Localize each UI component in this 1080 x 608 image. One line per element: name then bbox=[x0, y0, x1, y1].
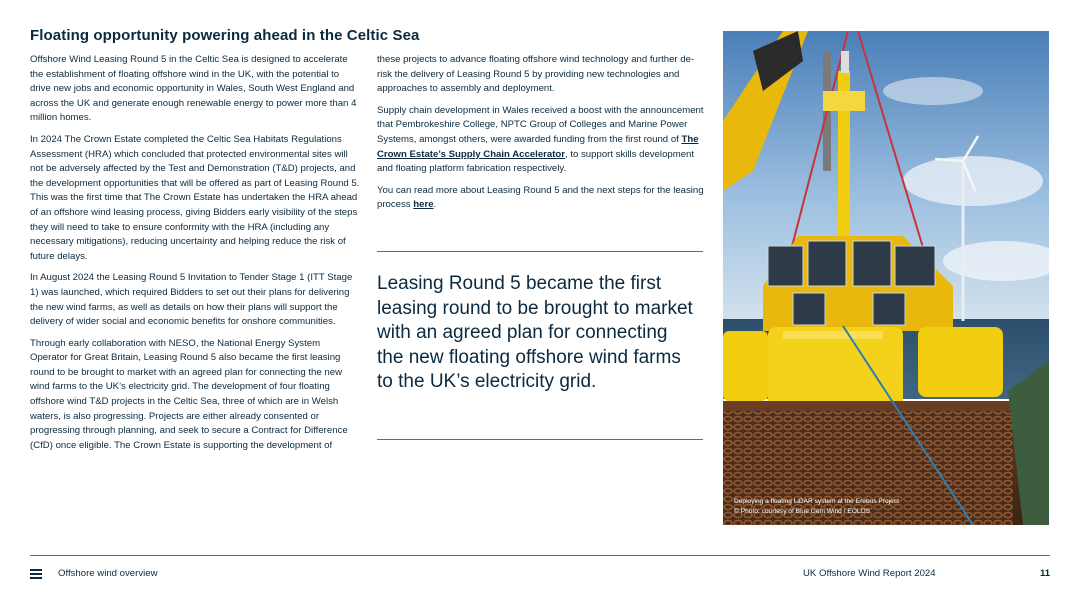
hamburger-menu-icon[interactable] bbox=[30, 569, 42, 579]
supply-chain-accelerator-link[interactable]: The Crown Estate’s Supply Chain Accelerator bbox=[377, 133, 699, 160]
paragraph: In August 2024 the Leasing Round 5 Invitation to Tender Stage 1 (ITT Stage 1) was launched, which required Bidders to set out their plans for delivering the new wind farms, as well as details on how their plans will support the delivery of wider social and economic benefits for onshore communities. bbox=[30, 272, 353, 328]
page-title: Floating opportunity powering ahead in the Celtic Sea bbox=[30, 27, 420, 44]
pull-quote: Leasing Round 5 became the first leasing round to be brought to market with an agreed plan for connecting the new floating offshore wind farms to the UK’s electricity grid. bbox=[377, 273, 693, 393]
paragraph-text: Supply chain development in Wales received a boost with the announcement that Pembrokeshire College, NPTC Group of Colleges and Marine Power Systems, amongst others, were awarded funding from the first round of bbox=[377, 104, 704, 145]
paragraph: Through early collaboration with NESO, the National Energy System Operator for Great Britain, Leasing Round 5 also became the first leasing round to be brought to market with an agreed plan for connecting the new wind farms to the UK’s electricity grid. The development of four floating offshore wind T&D projects in the Celtic Sea, three of which are in Welsh waters, is also progressing. Projects are either already consented or progressing through planning, and seek to secure a Contract for Difference (CfD) once eligible. The Crown Estate is supporting the development of bbox=[30, 337, 348, 451]
photo-illustration bbox=[723, 31, 1049, 525]
paragraph-text: You can read more about Leasing Round 5 and the next steps for the leasing process bbox=[377, 184, 704, 211]
paragraph: these projects to advance floating offshore wind technology and further de-risk the delivery of Leasing Round 5 by providing new technologies and approaches to assembly and deployment. bbox=[377, 54, 695, 95]
footer-section-link[interactable]: Offshore wind overview bbox=[58, 568, 158, 579]
pull-quote-top-rule bbox=[377, 251, 703, 252]
page-number: 11 bbox=[1040, 568, 1051, 579]
paragraph bbox=[377, 184, 707, 213]
footer-report-title: UK Offshore Wind Report 2024 bbox=[803, 568, 936, 579]
here-link[interactable]: here bbox=[413, 199, 434, 211]
lidar-buoy-photo bbox=[723, 31, 1049, 525]
paragraph-text: , to support skills development and floating platform fabrication respectively. bbox=[377, 148, 695, 175]
caption-credit: © Photo: courtesy of Blue Gem Wind / EOLOS bbox=[734, 508, 871, 515]
caption-line: Deploying a floating LiDAR system at the Erebus Project bbox=[734, 498, 899, 505]
pull-quote-bottom-rule bbox=[377, 439, 703, 440]
photo-caption bbox=[734, 497, 899, 517]
footer-divider bbox=[30, 555, 1050, 556]
paragraph bbox=[377, 104, 707, 177]
text-column-right bbox=[377, 53, 707, 220]
paragraph: Offshore Wind Leasing Round 5 in the Celtic Sea is designed to accelerate the establishment of floating offshore wind in the UK, with the potential to drive new jobs and economic opportunity in Wales, South West England and across the UK and generate enough renewable energy to power more than 4 million homes. bbox=[30, 54, 357, 124]
paragraph: In 2024 The Crown Estate completed the Celtic Sea Habitats Regulations Assessment (HRA) which concluded that protected environmental sites will not be adversely affected by the Test and Demonstration (T&D) projects, and the development opportunities that will be offered as part of Leasing Round 5. This was the first time that The Crown Estate has undertaken the HRA ahead of an offshore wind leasing process, giving Bidders early visibility of the steps they will need to take to ensure conformity with the HRA (including any necessary mitigations), reducing uncertainty and helping reduce the risk of future delays. bbox=[30, 133, 360, 262]
paragraph-text: . bbox=[433, 199, 437, 211]
text-column-left bbox=[30, 53, 360, 460]
